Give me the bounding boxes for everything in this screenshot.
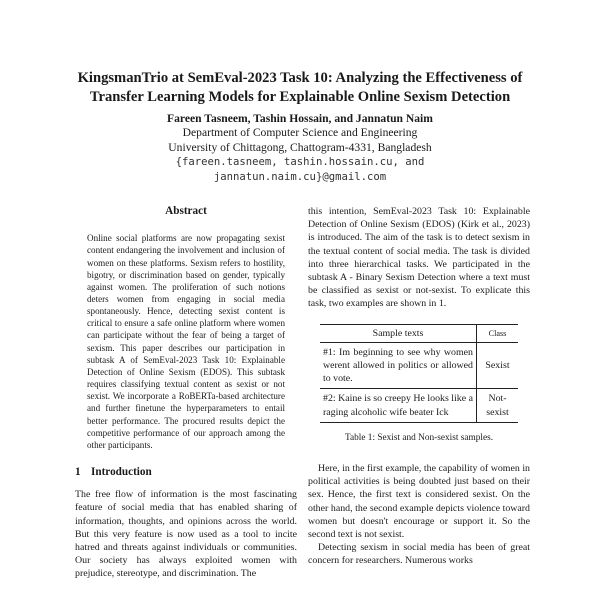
introduction-paragraph: The free flow of information is the most fascinating feature of social media that has enabled sharing of information, thoughts, and opinions across the world. But this very feature is now used as a tool to incite hatred and threats against individuals or communities. Our society has always exploited women with prejudice, stereotype, and discrimination. The — [75, 489, 297, 580]
author-block — [60, 112, 540, 184]
author-department: Department of Computer Science and Engineering — [182, 126, 418, 140]
table-cell-text: #1: Im beginning to see why women werent allowed in politics or allowed to vote. — [320, 342, 477, 389]
paper-title — [40, 69, 560, 107]
section-title: Introduction — [91, 466, 152, 479]
abstract-text: Online social platforms are now propagating sexist content endangering the involvement and inclusion of women on these platforms. Sexism refers to hostility, bigotry, or discrimination based on gender, typically against women. The proliferation of such notions deters women from engaging in social media spontaneously. Hence, detecting sexist content is critical to ensure a safe online platform where women can participate without the fear of being a target of sexism. This paper describes our participation in subtask A of SemEval-2023 Task 10: Explainable Detection of Online Sexism (EDOS). This subtask requires classifying textual content as sexist or not sexist. We incorporate a RoBERTa-based architecture and further finetune the hyperparameters to entail better performance. The procured results depict the competitive performance of our approach among the other participants. — [87, 233, 285, 450]
right-paragraph-2: Here, in the first example, the capability of women in political activities is being doubted just based on their sex. Hence, the first text is considered sexist. On the other hand, the second example depicts violence toward women but doesn't encourage or support it. So the second text is not sexist. — [308, 463, 530, 541]
table-row — [320, 342, 518, 389]
right-paragraph-1: this intention, SemEval-2023 Task 10: Explainable Detection of Online Sexism (EDOS) (Kirk et al., 2023) is introduced. The aim of the task is to detect sexism in the textual content of social media. The task is divided into three hierarchical tasks. We participated in the subtask A - Binary Sexism Detection where a text must be classified as sexist or not-sexist. To explicate this task, two examples are shown in 1. — [308, 206, 530, 310]
introduction-heading — [75, 466, 297, 479]
table-cell-label: Not-sexist — [477, 389, 519, 422]
table-row — [320, 389, 518, 422]
section-number: 1 — [75, 466, 81, 479]
table-caption: Table 1: Sexist and Non-sexist samples. — [344, 432, 494, 443]
author-email-line-2: jannatun.naim.cu}@gmail.com — [213, 170, 387, 183]
author-names: Fareen Tasneem, Tashin Hossain, and Jannatun Naim — [167, 112, 433, 125]
abstract-heading: Abstract — [165, 205, 207, 217]
table-header-class: Class — [477, 324, 519, 342]
table-header-sample-texts: Sample texts — [320, 324, 477, 342]
left-column — [75, 205, 297, 581]
title-line-2: Transfer Learning Models for Explainable Online Sexism Detection — [89, 89, 511, 105]
table-header-row — [320, 324, 518, 342]
table-cell-text: #2: Kaine is so creepy He looks like a raging alcoholic wife beater Ick — [320, 389, 477, 422]
title-line-1: KingsmanTrio at SemEval-2023 Task 10: Analyzing the Effectiveness of — [77, 70, 523, 86]
right-column — [308, 205, 530, 568]
right-paragraph-3: Detecting sexism in social media has been of great concern for researchers. Numerous works — [308, 542, 530, 567]
author-university: University of Chittagong, Chattogram-4331, Bangladesh — [168, 140, 432, 154]
author-email-line-1: {fareen.tasneem, tashin.hossain.cu, and — [175, 156, 425, 169]
table-cell-label: Sexist — [477, 342, 519, 389]
samples-table — [320, 324, 518, 423]
